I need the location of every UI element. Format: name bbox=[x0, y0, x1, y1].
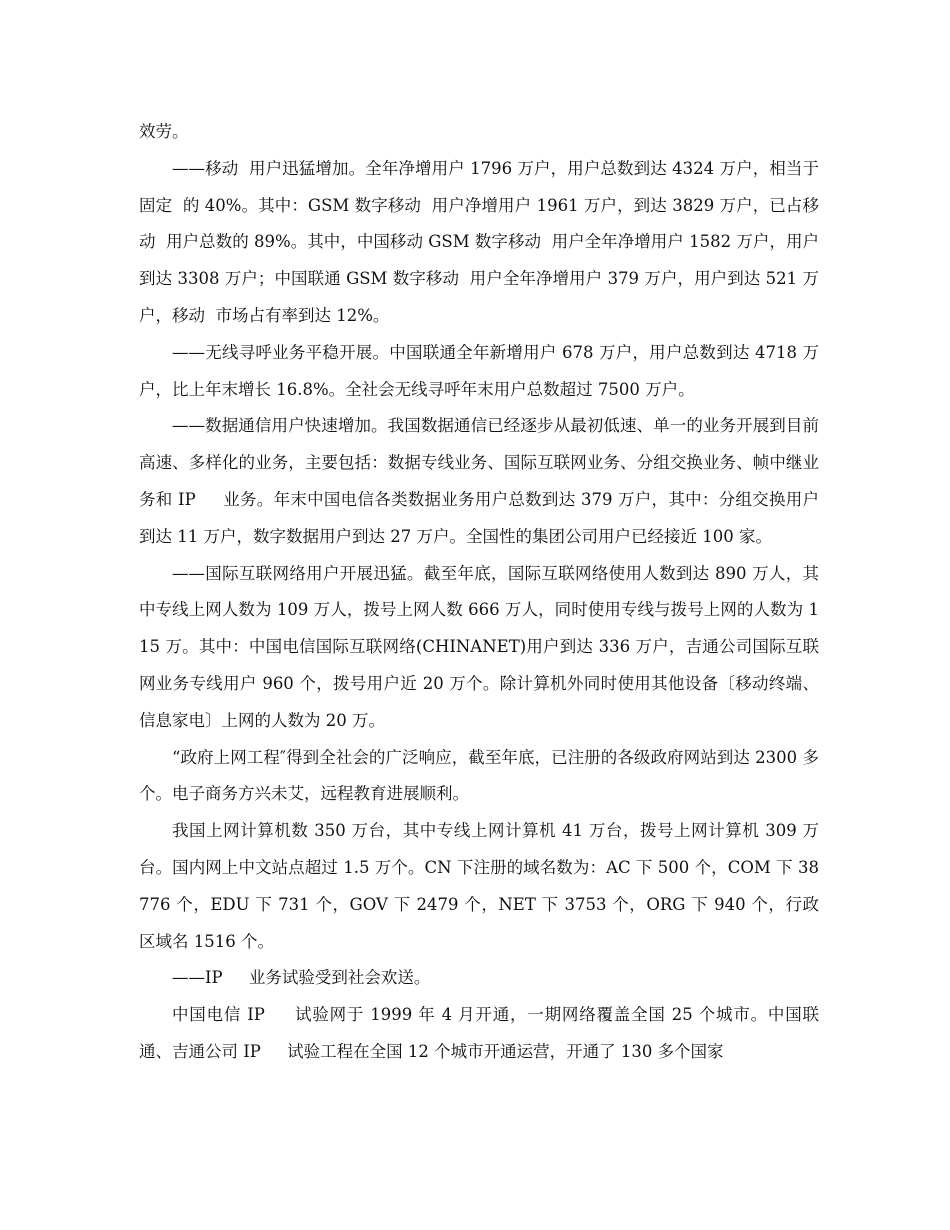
paragraph: “政府上网工程″得到全社会的广泛响应，截至年底，已注册的各级政府网站到达 2300 多个。电子商务方兴未艾，远程教育进展顺利。 bbox=[139, 747, 819, 804]
paragraph: ——无线寻呼业务平稳开展。中国联通全年新增用户 678 万户，用户总数到达 4718 万户，比上年末增长 16.8%。全社会无线寻呼年末用户总数超过 7500 万户。 bbox=[139, 342, 819, 399]
paragraph: ——移动 用户迅猛增加。全年净增用户 1796 万户，用户总数到达 4324 万户，相当于固定 的 40%。其中：GSM 数字移动 用户净增用户 1961 万户，到达 3829 万户，已占移动 用户总数的 89%。其中，中国移动 GSM 数字移动 用户全年净增用户 1582 万户，用户到达 3308 万户；中国联通 GSM 数字移动 用户全年净增用户 379 万户，用户到达 521 万户，移动 市场占有率到达 12%。 bbox=[139, 158, 819, 325]
paragraph: ——数据通信用户快速增加。我国数据通信已经逐步从最初低速、单一的业务开展到目前高速、多样化的业务，主要包括：数据专线业务、国际互联网业务、分组交换业务、帧中继业务和 IP 业务。年末中国电信各类数据业务用户总数到达 379 万户，其中：分组交换用户到达 11 万户，数字数据用户到达 27 万户。全国性的集团公司用户已经接近 100 家。 bbox=[139, 416, 819, 546]
paragraph: ——国际互联网络用户开展迅猛。截至年底，国际互联网络使用人数到达 890 万人，其中专线上网人数为 109 万人，拨号上网人数 666 万人，同时使用专线与拨号上网的人数为 115 万。其中：中国电信国际互联网络(CHINANET)用户到达 336 万户，吉通公司国际互联网业务专线用户 960 个，拨号用户近 20 万个。除计算机外同时使用其他设备〔移动终端、信息家电〕上网的人数为 20 万。 bbox=[139, 563, 819, 730]
document-body bbox=[139, 114, 819, 1071]
paragraph: 中国电信 IP 试验网于 1999 年 4 月开通，一期网络覆盖全国 25 个城市。中国联通、吉通公司 IP 试验工程在全国 12 个城市开通运营，开通了 130 多个国家 bbox=[139, 1005, 819, 1061]
paragraph: ——IP 业务试验受到社会欢送。 bbox=[172, 968, 431, 988]
paragraph: 效劳。 bbox=[139, 122, 189, 141]
paragraph: 我国上网计算机数 350 万台，其中专线上网计算机 41 万台，拨号上网计算机 309 万台。国内网上中文站点超过 1.5 万个。CN 下注册的域名数为：AC 下 500 个，COM 下 38776 个，EDU 下 731 个，GOV 下 2479 个，NET 下 3753 个，ORG 下 940 个，行政区域名 1516 个。 bbox=[139, 821, 819, 951]
